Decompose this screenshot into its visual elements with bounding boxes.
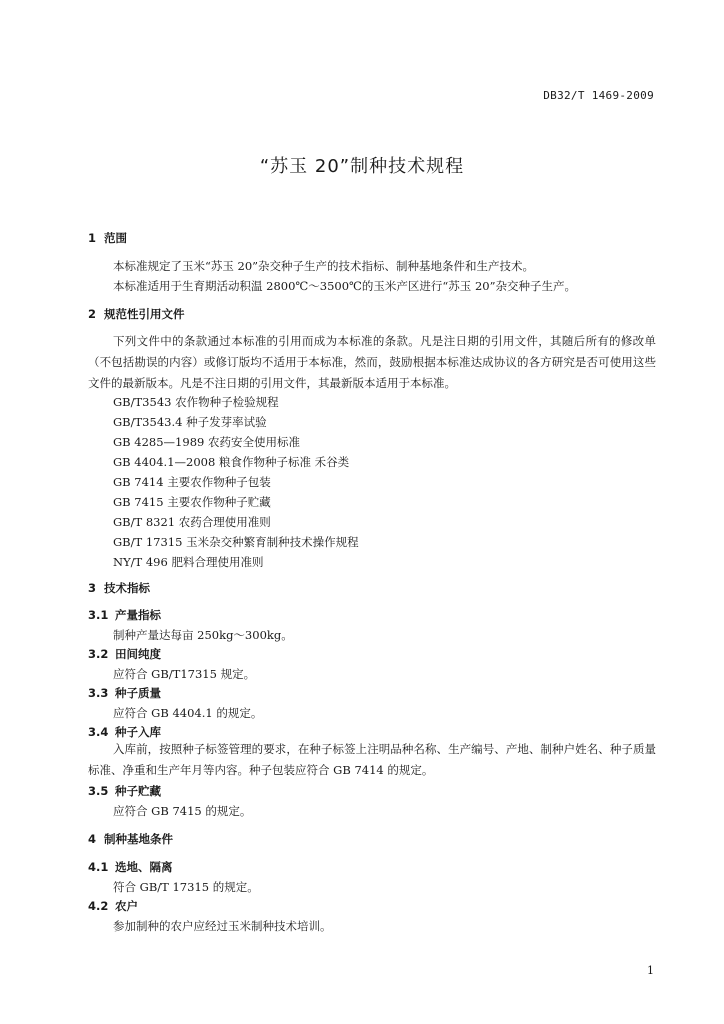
page-number: 1 — [647, 964, 654, 977]
subsection-title: 种子质量 — [115, 686, 161, 700]
standard-code: DB32/T 1469-2009 — [543, 89, 654, 102]
subsection-3-1-text: 制种产量达每亩 250kg～300kg。 — [113, 628, 293, 642]
section-number: 2 — [88, 307, 97, 321]
subsection-title: 产量指标 — [115, 608, 161, 622]
document-title: “苏玉 20”制种技术规程 — [259, 156, 465, 177]
subsection-number: 3.2 — [88, 647, 109, 661]
subsection-title: 农户 — [115, 899, 138, 913]
subsection-3-1-heading — [88, 607, 161, 623]
section-title: 制种基地条件 — [104, 832, 173, 846]
section-title: 规范性引用文件 — [104, 307, 185, 321]
section-2-heading — [88, 306, 185, 322]
section-1-paragraph-1: 本标准规定了玉米“苏玉 20”杂交种子生产的技术指标、制种基地条件和生产技术。 — [113, 259, 535, 273]
reference-item: GB 4285—1989 农药安全使用标准 — [113, 435, 300, 449]
reference-item: GB 4404.1—2008 粮食作物种子标准 禾谷类 — [113, 455, 350, 469]
section-title: 范围 — [104, 231, 127, 245]
subsection-3-4-text: 入库前，按照种子标签管理的要求，在种子标签上注明品种名称、生产编号、产地、制种户姓名、种子质量标准、净重和生产年月等内容。种子包装应符合 GB 7414 的规定。 — [88, 742, 656, 777]
section-4-heading — [88, 831, 173, 847]
subsection-number: 3.4 — [88, 725, 109, 739]
section-number: 1 — [88, 231, 97, 245]
reference-item: GB 7414 主要农作物种子包装 — [113, 475, 271, 489]
subsection-3-5-heading — [88, 783, 161, 799]
subsection-number: 4.2 — [88, 899, 109, 913]
section-1-paragraph-2: 本标准适用于生育期活动积温 2800℃～3500℃的玉米产区进行“苏玉 20”杂交种子生产。 — [113, 279, 576, 293]
section-number: 4 — [88, 832, 97, 846]
subsection-4-2-text: 参加制种的农户应经过玉米制种技术培训。 — [113, 919, 332, 933]
subsection-title: 种子入库 — [115, 725, 161, 739]
subsection-4-1-heading — [88, 859, 173, 875]
subsection-4-2-heading — [88, 898, 138, 914]
reference-item: NY/T 496 肥料合理使用准则 — [113, 555, 264, 569]
subsection-3-3-text: 应符合 GB 4404.1 的规定。 — [113, 706, 263, 720]
subsection-number: 3.3 — [88, 686, 109, 700]
reference-item: GB 7415 主要农作物种子贮藏 — [113, 495, 271, 509]
section-1-heading — [88, 230, 127, 246]
subsection-3-5-text: 应符合 GB 7415 的规定。 — [113, 804, 252, 818]
reference-item: GB/T 8321 农药合理使用准则 — [113, 515, 271, 529]
subsection-3-4-heading — [88, 724, 161, 740]
subsection-title: 选地、隔离 — [115, 860, 173, 874]
subsection-3-2-heading — [88, 646, 161, 662]
subsection-title: 田间纯度 — [115, 647, 161, 661]
section-2-intro: 下列文件中的条款通过本标准的引用而成为本标准的条款。凡是注日期的引用文件，其随后所有的修改单（不包括勘误的内容）或修订版均不适用于本标准，然而，鼓励根据本标准达成协议的各方研究是否可使用这些文件的最新版本。凡是不注日期的引用文件，其最新版本适用于本标准。 — [88, 334, 656, 390]
reference-item: GB/T 17315 玉米杂交种繁育制种技术操作规程 — [113, 535, 359, 549]
section-title: 技术指标 — [104, 581, 150, 595]
subsection-title: 种子贮藏 — [115, 784, 161, 798]
reference-item: GB/T3543 农作物种子检验规程 — [113, 395, 279, 409]
subsection-3-2-text: 应符合 GB/T17315 规定。 — [113, 667, 256, 681]
subsection-4-1-text: 符合 GB/T 17315 的规定。 — [113, 880, 259, 894]
subsection-3-3-heading — [88, 685, 161, 701]
section-3-heading — [88, 580, 150, 596]
subsection-number: 3.5 — [88, 784, 109, 798]
subsection-number: 3.1 — [88, 608, 109, 622]
reference-item: GB/T3543.4 种子发芽率试验 — [113, 415, 267, 429]
section-number: 3 — [88, 581, 97, 595]
subsection-number: 4.1 — [88, 860, 109, 874]
